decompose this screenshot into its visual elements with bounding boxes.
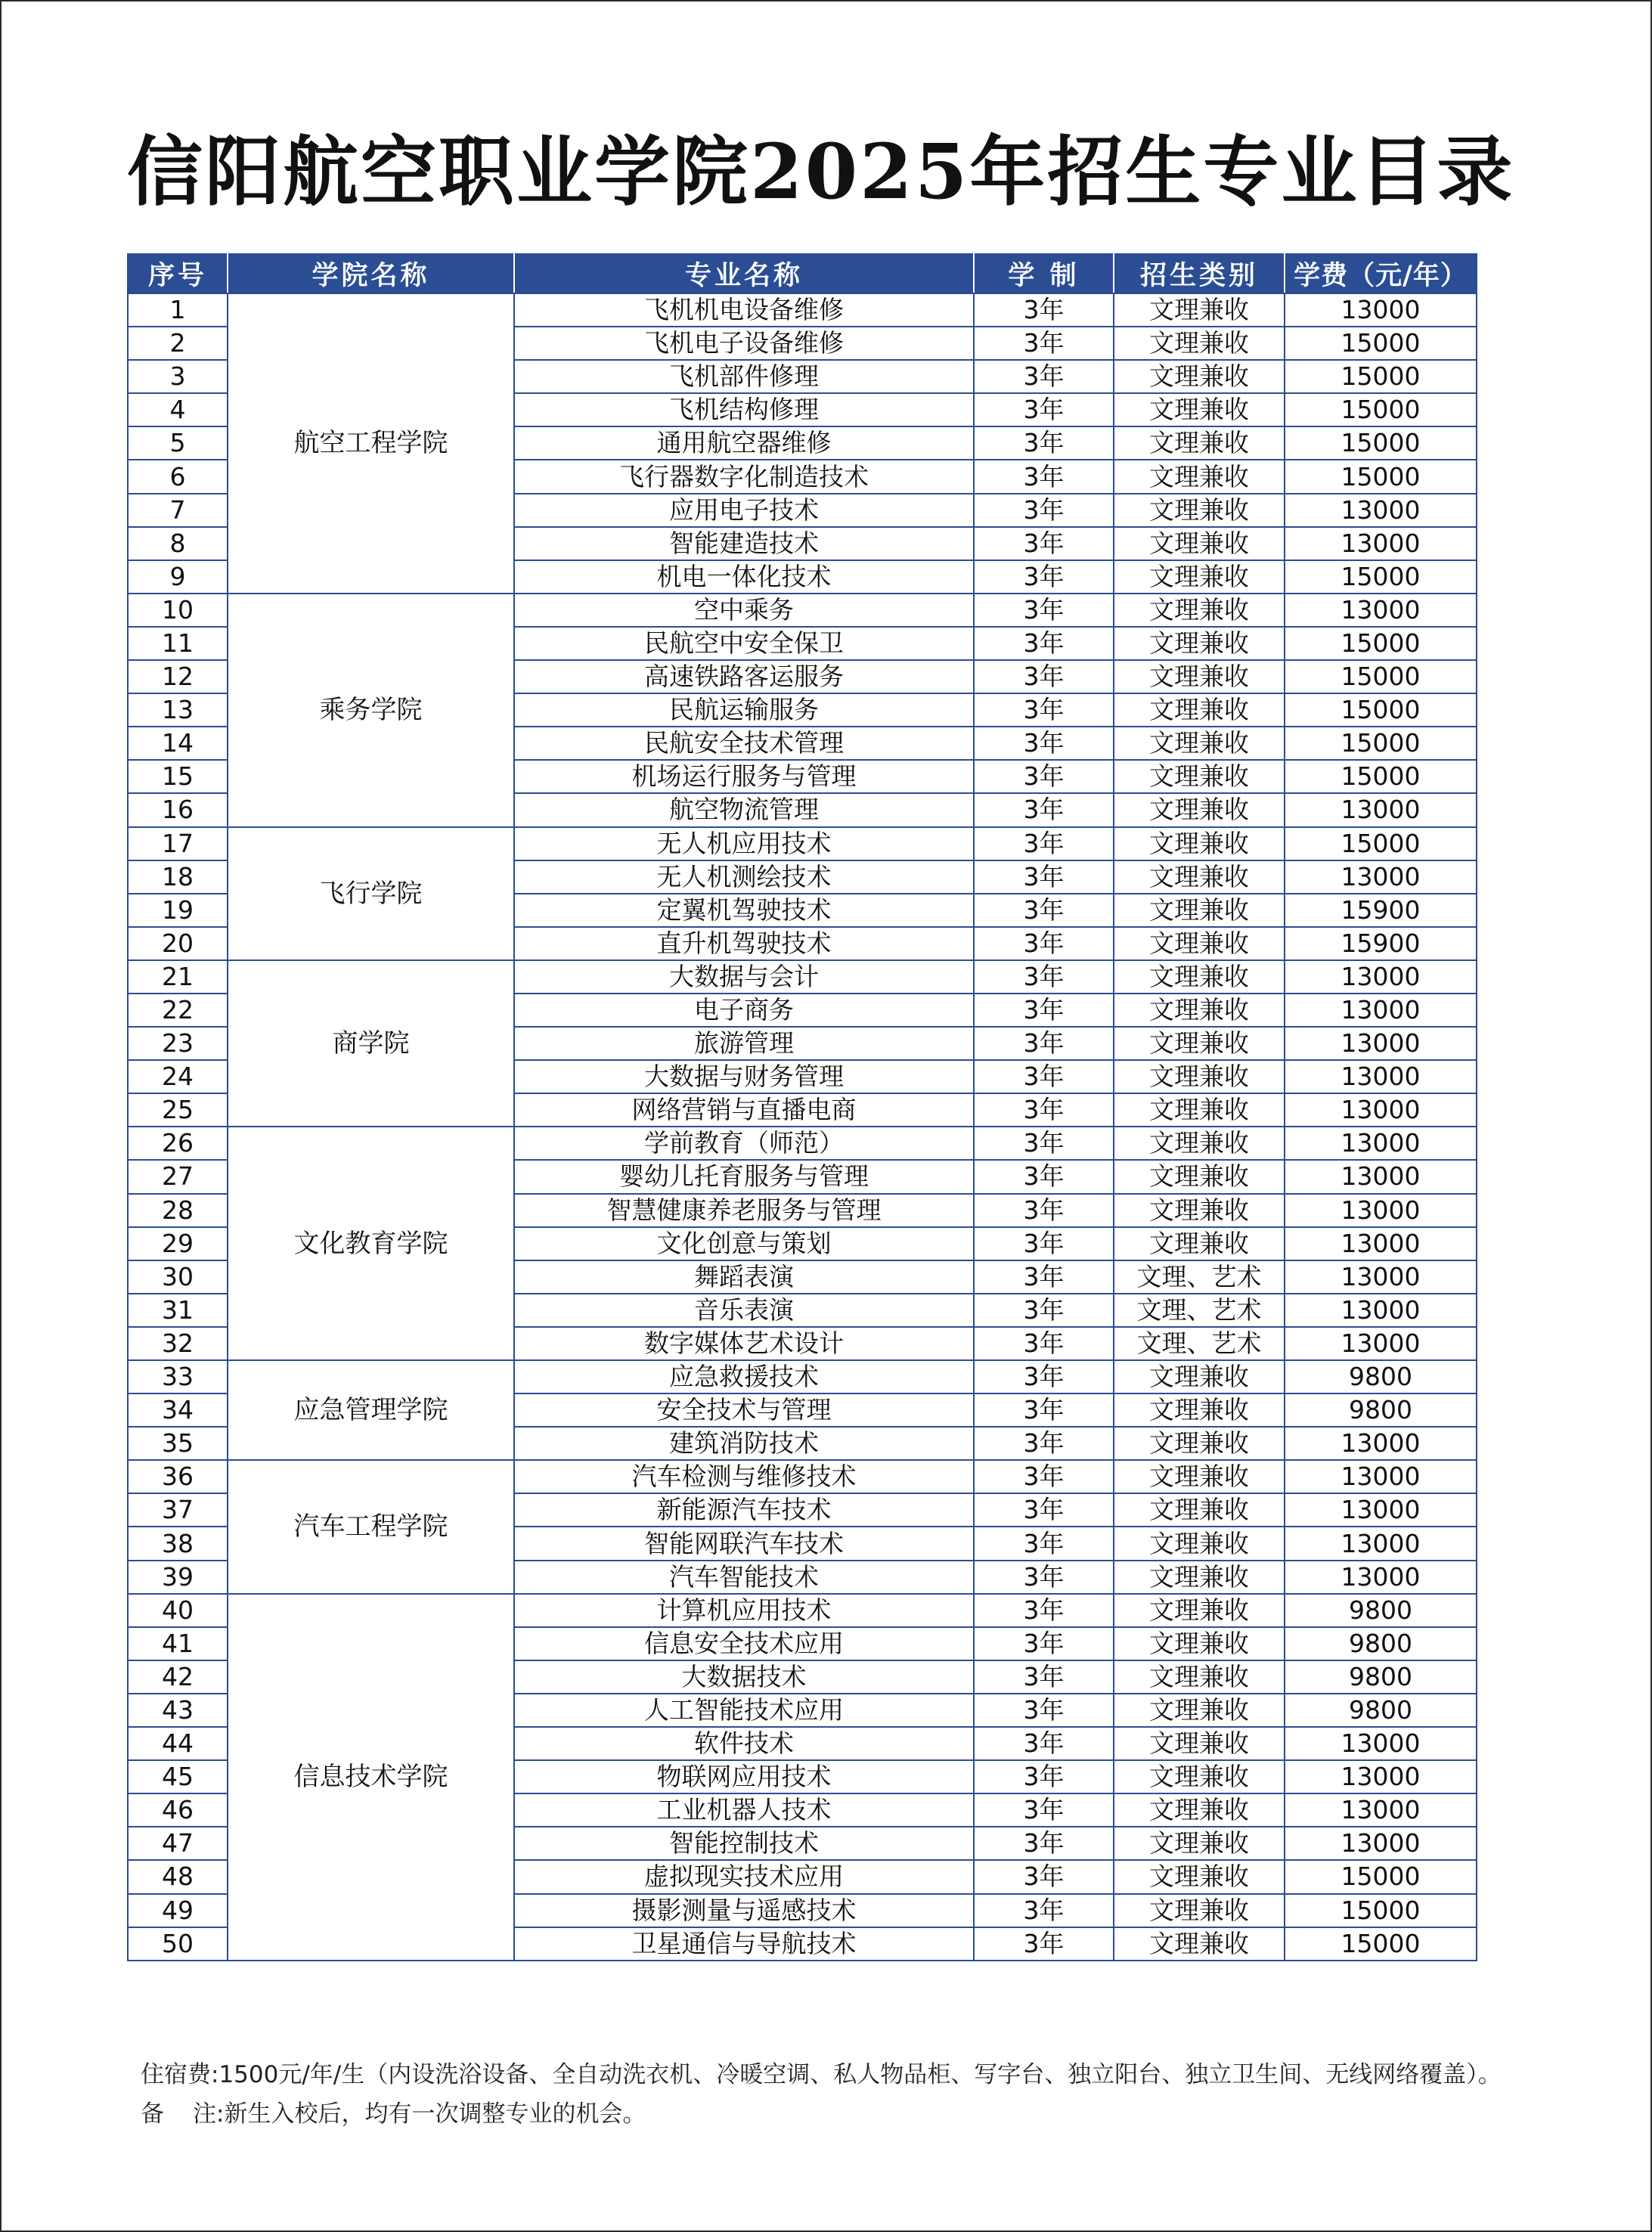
duration-cell: 3年	[974, 960, 1114, 994]
category-cell: 文理兼收	[1114, 327, 1285, 360]
lodging-note	[141, 2055, 1502, 2094]
table-row	[128, 293, 1477, 327]
table-row	[128, 827, 1477, 860]
row-no-cell: 22	[128, 994, 228, 1027]
category-cell: 文理兼收	[1114, 360, 1285, 393]
category-cell: 文理兼收	[1114, 1227, 1285, 1260]
row-no-cell: 5	[128, 426, 228, 460]
tuition-cell: 15000	[1285, 360, 1477, 393]
row-no-cell: 38	[128, 1527, 228, 1560]
row-no-cell: 40	[128, 1594, 228, 1627]
row-no-cell: 12	[128, 660, 228, 693]
row-no-cell: 48	[128, 1860, 228, 1893]
tuition-cell: 15000	[1285, 327, 1477, 360]
major-name-cell: 通用航空器维修	[514, 426, 974, 460]
tuition-cell: 15900	[1285, 894, 1477, 927]
tuition-cell: 13000	[1285, 1427, 1477, 1460]
category-cell: 文理兼收	[1114, 1127, 1285, 1160]
lodging-text: 1500元/年/生（内设洗浴设备、全自动洗衣机、冷暖空调、私人物品柜、写字台、独立阳台、独立卫生间、无线网络覆盖）。	[219, 2061, 1502, 2088]
major-name-cell: 智能建造技术	[514, 527, 974, 560]
major-name-cell: 定翼机驾驶技术	[514, 894, 974, 927]
duration-cell: 3年	[974, 994, 1114, 1027]
major-name-cell: 学前教育（师范）	[514, 1127, 974, 1160]
row-no-cell: 4	[128, 393, 228, 426]
major-name-cell: 飞机机电设备维修	[514, 293, 974, 327]
duration-cell: 3年	[974, 1260, 1114, 1294]
tuition-cell: 13000	[1285, 1493, 1477, 1527]
tuition-cell: 13000	[1285, 1294, 1477, 1327]
duration-cell: 3年	[974, 1093, 1114, 1127]
row-no-cell: 25	[128, 1093, 228, 1127]
duration-cell: 3年	[974, 1327, 1114, 1360]
header-no: 序号	[128, 254, 228, 293]
row-no-cell: 50	[128, 1927, 228, 1961]
duration-cell: 3年	[974, 1894, 1114, 1927]
header-major: 专业名称	[514, 254, 974, 293]
major-name-cell: 飞机电子设备维修	[514, 327, 974, 360]
category-cell: 文理兼收	[1114, 1460, 1285, 1493]
row-no-cell: 16	[128, 793, 228, 826]
major-name-cell: 汽车智能技术	[514, 1561, 974, 1594]
row-no-cell: 6	[128, 460, 228, 493]
row-no-cell: 49	[128, 1894, 228, 1927]
major-name-cell: 无人机测绘技术	[514, 860, 974, 894]
category-cell: 文理兼收	[1114, 527, 1285, 560]
major-name-cell: 直升机驾驶技术	[514, 927, 974, 960]
category-cell: 文理兼收	[1114, 760, 1285, 793]
category-cell: 文理兼收	[1114, 660, 1285, 693]
duration-cell: 3年	[974, 1360, 1114, 1393]
duration-cell: 3年	[974, 927, 1114, 960]
major-name-cell: 机场运行服务与管理	[514, 760, 974, 793]
duration-cell: 3年	[974, 727, 1114, 760]
major-name-cell: 音乐表演	[514, 1294, 974, 1327]
major-name-cell: 智能网联汽车技术	[514, 1527, 974, 1560]
row-no-cell: 19	[128, 894, 228, 927]
category-cell: 文理兼收	[1114, 894, 1285, 927]
row-no-cell: 41	[128, 1627, 228, 1660]
major-name-cell: 航空物流管理	[514, 793, 974, 826]
tuition-cell: 13000	[1285, 960, 1477, 994]
tuition-cell: 13000	[1285, 1027, 1477, 1060]
category-cell: 文理兼收	[1114, 960, 1285, 994]
category-cell: 文理兼收	[1114, 1627, 1285, 1660]
lodging-label: 住宿费	[141, 2061, 211, 2088]
duration-cell: 3年	[974, 527, 1114, 560]
tuition-cell: 15000	[1285, 1927, 1477, 1961]
duration-cell: 3年	[974, 1927, 1114, 1961]
major-name-cell: 应急救援技术	[514, 1360, 974, 1393]
category-cell: 文理兼收	[1114, 1060, 1285, 1093]
table-row	[128, 960, 1477, 994]
tuition-cell: 13000	[1285, 1060, 1477, 1093]
major-name-cell: 摄影测量与遥感技术	[514, 1894, 974, 1927]
row-no-cell: 47	[128, 1827, 228, 1860]
category-cell: 文理兼收	[1114, 460, 1285, 493]
row-no-cell: 27	[128, 1160, 228, 1193]
tuition-cell: 13000	[1285, 1260, 1477, 1294]
category-cell: 文理兼收	[1114, 1427, 1285, 1460]
remark-label-char-1: 备	[141, 2100, 164, 2128]
major-name-cell: 新能源汽车技术	[514, 1493, 974, 1527]
category-cell: 文理兼收	[1114, 693, 1285, 727]
category-cell: 文理兼收	[1114, 860, 1285, 894]
category-cell: 文理兼收	[1114, 1760, 1285, 1793]
tuition-cell: 13000	[1285, 1093, 1477, 1127]
major-name-cell: 建筑消防技术	[514, 1427, 974, 1460]
category-cell: 文理、艺术	[1114, 1294, 1285, 1327]
category-cell: 文理兼收	[1114, 1860, 1285, 1893]
row-no-cell: 33	[128, 1360, 228, 1393]
tuition-cell: 15900	[1285, 927, 1477, 960]
college-name-cell: 文化教育学院	[228, 1127, 514, 1360]
duration-cell: 3年	[974, 1493, 1114, 1527]
major-name-cell: 飞机部件修理	[514, 360, 974, 393]
major-name-cell: 工业机器人技术	[514, 1793, 974, 1827]
row-no-cell: 2	[128, 327, 228, 360]
row-no-cell: 42	[128, 1660, 228, 1694]
category-cell: 文理兼收	[1114, 1194, 1285, 1227]
row-no-cell: 14	[128, 727, 228, 760]
category-cell: 文理兼收	[1114, 827, 1285, 860]
row-no-cell: 35	[128, 1427, 228, 1460]
tuition-cell: 15000	[1285, 426, 1477, 460]
header-college: 学院名称	[228, 254, 514, 293]
category-cell: 文理兼收	[1114, 1027, 1285, 1060]
duration-cell: 3年	[974, 1627, 1114, 1660]
lodging-colon: :	[211, 2061, 219, 2088]
remark-label-char-2: 注	[193, 2100, 216, 2128]
row-no-cell: 17	[128, 827, 228, 860]
duration-cell: 3年	[974, 460, 1114, 493]
tuition-cell: 13000	[1285, 994, 1477, 1027]
duration-cell: 3年	[974, 1460, 1114, 1493]
college-name-cell: 航空工程学院	[228, 293, 514, 594]
college-name-cell: 汽车工程学院	[228, 1460, 514, 1593]
category-cell: 文理兼收	[1114, 1793, 1285, 1827]
major-name-cell: 机电一体化技术	[514, 560, 974, 594]
row-no-cell: 21	[128, 960, 228, 994]
major-name-cell: 物联网应用技术	[514, 1760, 974, 1793]
tuition-cell: 15000	[1285, 693, 1477, 727]
category-cell: 文理兼收	[1114, 727, 1285, 760]
college-name-cell: 乘务学院	[228, 594, 514, 827]
remark-label	[141, 2094, 216, 2134]
category-cell: 文理兼收	[1114, 393, 1285, 426]
table-header-row	[128, 254, 1477, 293]
row-no-cell: 30	[128, 1260, 228, 1294]
row-no-cell: 46	[128, 1793, 228, 1827]
tuition-cell: 15000	[1285, 393, 1477, 426]
header-tuition: 学费（元/年）	[1285, 254, 1477, 293]
category-cell: 文理兼收	[1114, 927, 1285, 960]
major-name-cell: 大数据技术	[514, 1660, 974, 1694]
duration-cell: 3年	[974, 1194, 1114, 1227]
duration-cell: 3年	[974, 1294, 1114, 1327]
category-cell: 文理兼收	[1114, 1093, 1285, 1127]
duration-cell: 3年	[974, 860, 1114, 894]
row-no-cell: 43	[128, 1694, 228, 1727]
category-cell: 文理兼收	[1114, 1727, 1285, 1760]
row-no-cell: 7	[128, 494, 228, 527]
tuition-cell: 15000	[1285, 660, 1477, 693]
category-cell: 文理兼收	[1114, 293, 1285, 327]
major-name-cell: 软件技术	[514, 1727, 974, 1760]
row-no-cell: 44	[128, 1727, 228, 1760]
major-name-cell: 电子商务	[514, 994, 974, 1027]
category-cell: 文理兼收	[1114, 1493, 1285, 1527]
row-no-cell: 32	[128, 1327, 228, 1360]
duration-cell: 3年	[974, 1860, 1114, 1893]
college-name-cell: 应急管理学院	[228, 1360, 514, 1460]
tuition-cell: 13000	[1285, 1227, 1477, 1260]
tuition-cell: 15000	[1285, 627, 1477, 660]
tuition-cell: 13000	[1285, 1460, 1477, 1493]
major-name-cell: 智慧健康养老服务与管理	[514, 1194, 974, 1227]
major-name-cell: 文化创意与策划	[514, 1227, 974, 1260]
category-cell: 文理兼收	[1114, 1827, 1285, 1860]
category-cell: 文理兼收	[1114, 793, 1285, 826]
tuition-cell: 13000	[1285, 1561, 1477, 1594]
category-cell: 文理兼收	[1114, 1594, 1285, 1627]
category-cell: 文理兼收	[1114, 1927, 1285, 1961]
category-cell: 文理兼收	[1114, 1393, 1285, 1427]
table-body	[128, 293, 1477, 1961]
tuition-cell: 13000	[1285, 1160, 1477, 1193]
duration-cell: 3年	[974, 1227, 1114, 1260]
duration-cell: 3年	[974, 1793, 1114, 1827]
tuition-cell: 13000	[1285, 1194, 1477, 1227]
tuition-cell: 9800	[1285, 1360, 1477, 1393]
major-name-cell: 安全技术与管理	[514, 1393, 974, 1427]
tuition-cell: 13000	[1285, 860, 1477, 894]
duration-cell: 3年	[974, 793, 1114, 826]
category-cell: 文理兼收	[1114, 1360, 1285, 1393]
category-cell: 文理兼收	[1114, 1694, 1285, 1727]
duration-cell: 3年	[974, 1060, 1114, 1093]
tuition-cell: 13000	[1285, 1527, 1477, 1560]
table-row	[128, 1460, 1477, 1493]
row-no-cell: 36	[128, 1460, 228, 1493]
college-name-cell: 商学院	[228, 960, 514, 1127]
duration-cell: 3年	[974, 1160, 1114, 1193]
duration-cell: 3年	[974, 1393, 1114, 1427]
category-cell: 文理兼收	[1114, 594, 1285, 627]
major-catalog-table	[127, 253, 1477, 1961]
major-name-cell: 高速铁路客运服务	[514, 660, 974, 693]
row-no-cell: 24	[128, 1060, 228, 1093]
tuition-cell: 13000	[1285, 1827, 1477, 1860]
category-cell: 文理兼收	[1114, 494, 1285, 527]
major-name-cell: 舞蹈表演	[514, 1260, 974, 1294]
major-name-cell: 虚拟现实技术应用	[514, 1860, 974, 1893]
tuition-cell: 13000	[1285, 1727, 1477, 1760]
row-no-cell: 20	[128, 927, 228, 960]
duration-cell: 3年	[974, 1127, 1114, 1160]
tuition-cell: 13000	[1285, 1793, 1477, 1827]
major-name-cell: 大数据与会计	[514, 960, 974, 994]
tuition-cell: 13000	[1285, 527, 1477, 560]
tuition-cell: 9800	[1285, 1594, 1477, 1627]
duration-cell: 3年	[974, 426, 1114, 460]
header-category: 招生类别	[1114, 254, 1285, 293]
row-no-cell: 18	[128, 860, 228, 894]
category-cell: 文理兼收	[1114, 560, 1285, 594]
tuition-cell: 9800	[1285, 1627, 1477, 1660]
major-name-cell: 人工智能技术应用	[514, 1694, 974, 1727]
major-name-cell: 网络营销与直播电商	[514, 1093, 974, 1127]
duration-cell: 3年	[974, 760, 1114, 793]
row-no-cell: 15	[128, 760, 228, 793]
category-cell: 文理兼收	[1114, 1660, 1285, 1694]
row-no-cell: 45	[128, 1760, 228, 1793]
row-no-cell: 39	[128, 1561, 228, 1594]
major-name-cell: 无人机应用技术	[514, 827, 974, 860]
category-cell: 文理兼收	[1114, 1561, 1285, 1594]
tuition-cell: 15000	[1285, 827, 1477, 860]
major-name-cell: 飞机结构修理	[514, 393, 974, 426]
duration-cell: 3年	[974, 1027, 1114, 1060]
major-name-cell: 汽车检测与维修技术	[514, 1460, 974, 1493]
major-name-cell: 数字媒体艺术设计	[514, 1327, 974, 1360]
table-row	[128, 594, 1477, 627]
tuition-cell: 15000	[1285, 560, 1477, 594]
row-no-cell: 28	[128, 1194, 228, 1227]
row-no-cell: 37	[128, 1493, 228, 1527]
category-cell: 文理兼收	[1114, 994, 1285, 1027]
tuition-cell: 15000	[1285, 1860, 1477, 1893]
major-name-cell: 大数据与财务管理	[514, 1060, 974, 1093]
tuition-cell: 13000	[1285, 594, 1477, 627]
duration-cell: 3年	[974, 1827, 1114, 1860]
tuition-cell: 9800	[1285, 1694, 1477, 1727]
row-no-cell: 31	[128, 1294, 228, 1327]
tuition-cell: 13000	[1285, 793, 1477, 826]
duration-cell: 3年	[974, 693, 1114, 727]
major-name-cell: 空中乘务	[514, 594, 974, 627]
row-no-cell: 1	[128, 293, 228, 327]
row-no-cell: 26	[128, 1127, 228, 1160]
row-no-cell: 3	[128, 360, 228, 393]
row-no-cell: 29	[128, 1227, 228, 1260]
row-no-cell: 10	[128, 594, 228, 627]
duration-cell: 3年	[974, 1660, 1114, 1694]
duration-cell: 3年	[974, 894, 1114, 927]
major-name-cell: 民航空中安全保卫	[514, 627, 974, 660]
duration-cell: 3年	[974, 1561, 1114, 1594]
duration-cell: 3年	[974, 1694, 1114, 1727]
tuition-cell: 15000	[1285, 727, 1477, 760]
major-name-cell: 计算机应用技术	[514, 1594, 974, 1627]
row-no-cell: 13	[128, 693, 228, 727]
duration-cell: 3年	[974, 494, 1114, 527]
college-name-cell: 信息技术学院	[228, 1594, 514, 1961]
header-duration: 学 制	[974, 254, 1114, 293]
duration-cell: 3年	[974, 1594, 1114, 1627]
duration-cell: 3年	[974, 293, 1114, 327]
major-name-cell: 民航安全技术管理	[514, 727, 974, 760]
table-row	[128, 1360, 1477, 1393]
row-no-cell: 34	[128, 1393, 228, 1427]
row-no-cell: 23	[128, 1027, 228, 1060]
duration-cell: 3年	[974, 1527, 1114, 1560]
category-cell: 文理兼收	[1114, 1160, 1285, 1193]
tuition-cell: 15000	[1285, 760, 1477, 793]
duration-cell: 3年	[974, 393, 1114, 426]
duration-cell: 3年	[974, 827, 1114, 860]
duration-cell: 3年	[974, 560, 1114, 594]
tuition-cell: 9800	[1285, 1660, 1477, 1694]
college-name-cell: 飞行学院	[228, 827, 514, 960]
duration-cell: 3年	[974, 360, 1114, 393]
tuition-cell: 15000	[1285, 1894, 1477, 1927]
category-cell: 文理兼收	[1114, 426, 1285, 460]
major-name-cell: 应用电子技术	[514, 494, 974, 527]
remark-colon: :	[216, 2100, 225, 2128]
category-cell: 文理、艺术	[1114, 1260, 1285, 1294]
row-no-cell: 8	[128, 527, 228, 560]
table-row	[128, 1594, 1477, 1627]
remark-text: 新生入校后，均有一次调整专业的机会。	[224, 2100, 646, 2128]
category-cell: 文理兼收	[1114, 1894, 1285, 1927]
major-name-cell: 民航运输服务	[514, 693, 974, 727]
tuition-cell: 9800	[1285, 1393, 1477, 1427]
duration-cell: 3年	[974, 660, 1114, 693]
remark-note	[141, 2094, 1502, 2134]
major-name-cell: 婴幼儿托育服务与管理	[514, 1160, 974, 1193]
notes	[141, 2055, 1502, 2134]
major-name-cell: 智能控制技术	[514, 1827, 974, 1860]
tuition-cell: 15000	[1285, 460, 1477, 493]
category-cell: 文理、艺术	[1114, 1327, 1285, 1360]
duration-cell: 3年	[974, 1427, 1114, 1460]
duration-cell: 3年	[974, 627, 1114, 660]
row-no-cell: 11	[128, 627, 228, 660]
major-name-cell: 旅游管理	[514, 1027, 974, 1060]
tuition-cell: 13000	[1285, 1760, 1477, 1793]
duration-cell: 3年	[974, 1727, 1114, 1760]
page-title: 信阳航空职业学院2025年招生专业目录	[127, 127, 1515, 216]
tuition-cell: 13000	[1285, 1127, 1477, 1160]
major-name-cell: 飞行器数字化制造技术	[514, 460, 974, 493]
duration-cell: 3年	[974, 594, 1114, 627]
category-cell: 文理兼收	[1114, 1527, 1285, 1560]
duration-cell: 3年	[974, 327, 1114, 360]
major-name-cell: 信息安全技术应用	[514, 1627, 974, 1660]
category-cell: 文理兼收	[1114, 627, 1285, 660]
duration-cell: 3年	[974, 1760, 1114, 1793]
tuition-cell: 13000	[1285, 494, 1477, 527]
table-row	[128, 1127, 1477, 1160]
tuition-cell: 13000	[1285, 1327, 1477, 1360]
row-no-cell: 9	[128, 560, 228, 594]
major-name-cell: 卫星通信与导航技术	[514, 1927, 974, 1961]
tuition-cell: 13000	[1285, 293, 1477, 327]
